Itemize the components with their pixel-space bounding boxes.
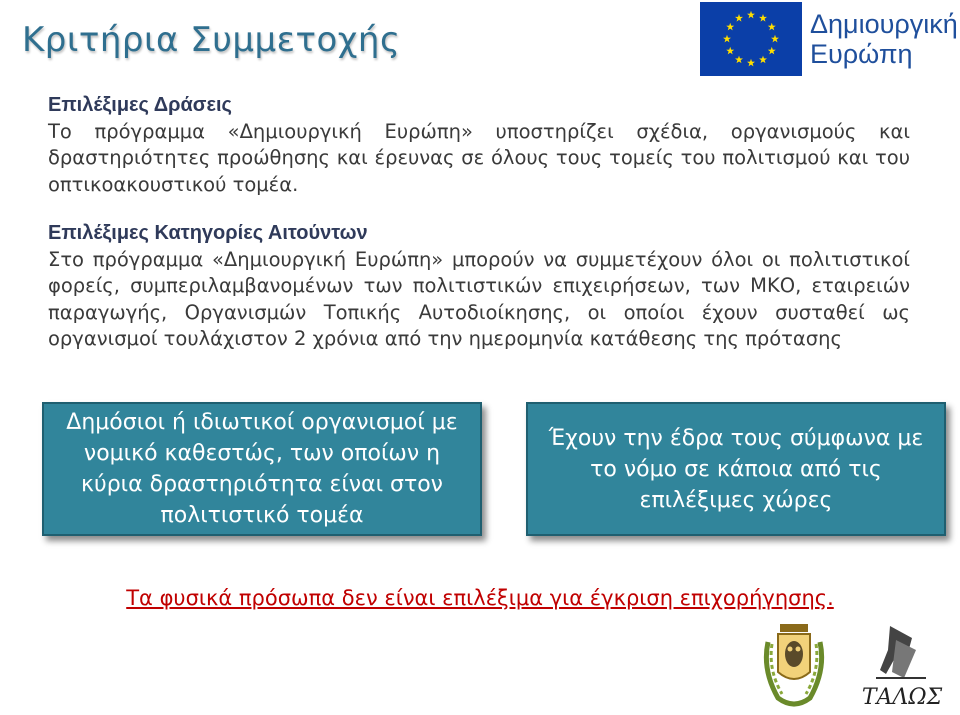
eligible-applicants-text: Στο πρόγραμμα «Δημιουργική Ευρώπη» μπορούν να συμμετέχουν όλοι οι πολιτιστικοί φορείς, συμπεριλαμβανομένων των πολιτιστικών επιχειρήσεων, των ΜΚΟ, εταιρειών παραγωγής, Οργανισμών Τοπικής Αυτοδιοίκησης, οι οποίοι έχουν συσταθεί ως οργανισμοί τουλάχιστον 2 χρόνια από την ημερομηνία κατάθεσης της πρότασης [48, 247, 910, 350]
creative-europe-wordmark [810, 9, 958, 69]
talos-logo-text: ΤΑΛΩΣ [861, 685, 943, 710]
criterion-box-organisations-text: Δημόσιοι ή ιδιωτικοί οργανισμοί με νομικό καθεστώς, των οποίων η κύρια δραστηριότητα είναι στον πολιτιστικό τομέα [66, 410, 458, 528]
criterion-box-organisations [42, 402, 482, 536]
natural-persons-note: Τα φυσικά πρόσωπα δεν είναι επιλέξιμα για έγκριση επιχορήγησης. [126, 586, 834, 610]
logo-line-1: Δημιουργική [810, 9, 958, 39]
logo-line-2: Ευρώπη [810, 39, 913, 69]
creative-europe-logo [700, 2, 958, 76]
eligible-actions-section [48, 92, 910, 198]
eligible-applicants-heading: Επιλέξιμες Κατηγορίες Αιτούντων [48, 222, 368, 244]
criterion-box-seat [526, 402, 946, 536]
eligible-actions-heading: Επιλέξιμες Δράσεις [48, 94, 232, 116]
eu-flag-icon [700, 2, 802, 76]
talos-logo [846, 620, 958, 712]
cyprus-coat-of-arms-icon [758, 620, 830, 712]
page-title: Κριτήρια Συμμετοχής [22, 20, 401, 60]
eligible-actions-text: Το πρόγραμμα «Δημιουργική Ευρώπη» υποστηρίζει σχέδια, οργανισμούς και δραστηριότητες προώθησης και έρευνας σε όλους τους τομείς του πολιτισμού και του οπτικοακουστικού τομέα. [48, 119, 910, 196]
criterion-box-seat-text: Έχουν την έδρα τους σύμφωνα με το νόμο σε κάποια από τις επιλέξιμες χώρες [548, 425, 924, 513]
eligible-applicants-section [48, 220, 910, 353]
